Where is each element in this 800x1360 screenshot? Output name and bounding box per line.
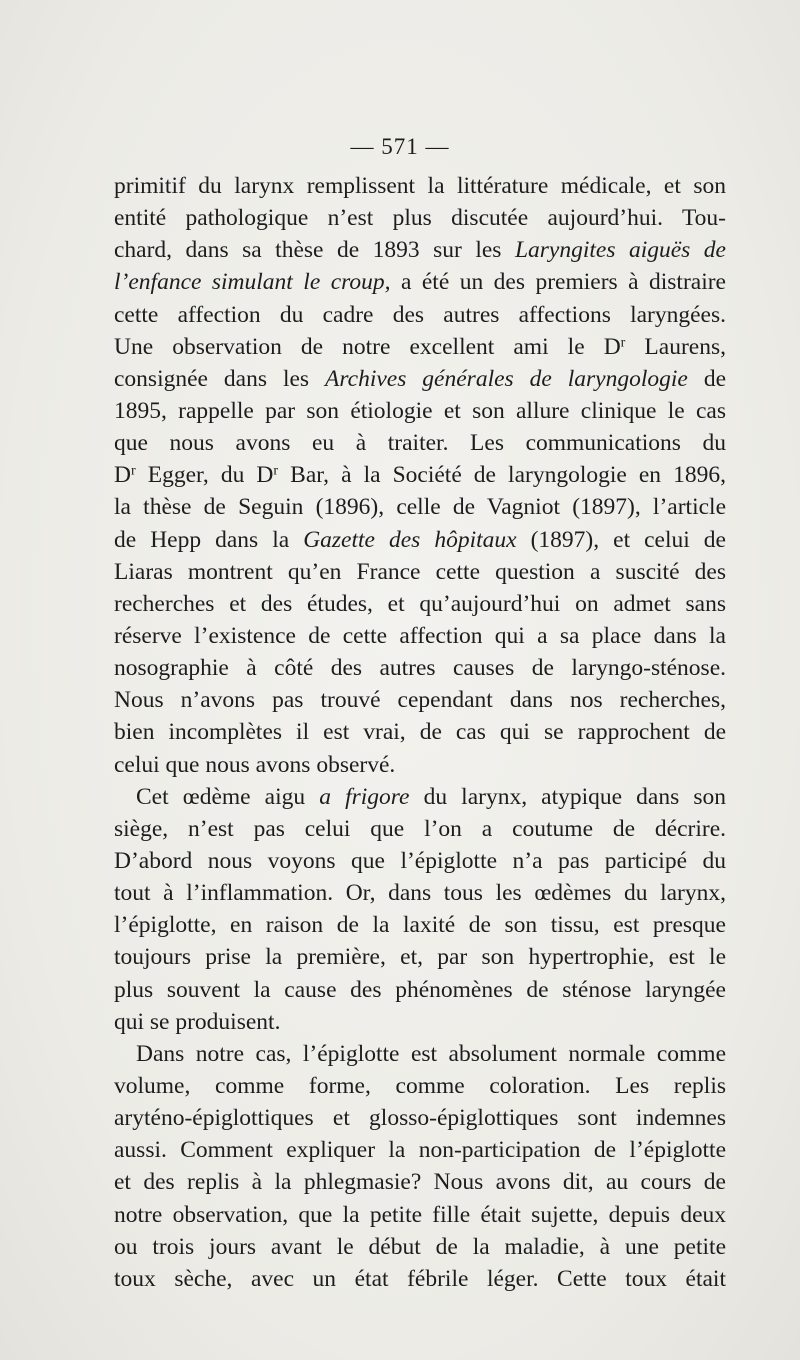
text-run: tout à l’inflammation. Or, dans tous les œdèmes du larynx,: [114, 880, 726, 907]
text-line: [114, 620, 726, 652]
text-line: [114, 266, 726, 298]
text-run: nosographie à côté des autres causes de laryngo-sténose.: [114, 655, 726, 682]
text-line: [114, 299, 726, 331]
text-run: qui se produisent.: [114, 1008, 281, 1035]
paragraph: [114, 170, 726, 781]
text-run: recherches et des études, et qu’aujourd’hui on admet sans: [114, 590, 726, 617]
text-run: que nous avons eu à traiter. Les communications du: [114, 430, 726, 457]
text-run: celui que nous avons observé.: [114, 751, 396, 778]
text-line: [114, 363, 726, 395]
text-line: [114, 1038, 726, 1070]
text-line: [114, 1102, 726, 1134]
text-line: [114, 1134, 726, 1166]
text-run: de Hepp dans la: [114, 526, 304, 553]
text-line: [114, 974, 726, 1006]
text-line: [114, 170, 726, 202]
text-run: Egger, du D: [135, 462, 274, 489]
text-run: Une observation de notre excellent ami le D: [114, 333, 621, 360]
text-run: la thèse de Seguin (1896), celle de Vagniot (1897), l’article: [114, 494, 726, 521]
text-run: D’abord nous voyons que l’épiglotte n’a pas participé du: [114, 847, 726, 874]
text-line: [114, 331, 726, 363]
page-number: — 571 —: [350, 134, 450, 159]
italic-title: Gazette des hôpitaux: [303, 526, 517, 553]
text-run: réserve l’existence de cette affection qui a sa place dans la: [114, 622, 726, 649]
text-line: [114, 909, 726, 941]
text-line: [114, 459, 726, 491]
text-line: [114, 877, 726, 909]
text-run: toujours prise la première, et, par son hypertrophie, est le: [114, 944, 726, 971]
text-run: 1895, rappelle par son étiologie et son allure clinique le cas: [114, 397, 726, 424]
italic-title: Archives générales de laryngologie: [325, 365, 688, 392]
paragraph: [114, 1038, 726, 1295]
paragraph: [114, 781, 726, 1038]
text-run: Bar, à la Société de laryngologie en 1896,: [278, 462, 726, 489]
text-run: D: [114, 462, 131, 489]
text-line: [114, 491, 726, 523]
text-run: Laurens,: [625, 333, 726, 360]
text-run: (1897), et celui de: [516, 526, 726, 553]
text-run: entité pathologique n’est plus discutée aujourd’hui. Tou-: [114, 205, 726, 232]
text-run: bien incomplètes il est vrai, de cas qui se rapprochent de: [114, 719, 726, 746]
text-run: toux sèche, avec un état fébrile léger. Cette toux était: [114, 1265, 726, 1292]
text-line: [114, 813, 726, 845]
text-run: l’épiglotte, en raison de la laxité de son tissu, est presque: [114, 912, 726, 939]
text-run: Liaras montrent qu’en France cette question a suscité des: [114, 558, 726, 585]
text-line: [114, 1263, 726, 1295]
text-run: notre observation, que la petite fille était sujette, depuis deux: [114, 1201, 726, 1228]
text-run: ou trois jours avant le début de la maladie, à une petite: [114, 1233, 726, 1260]
text-line: [114, 234, 726, 266]
superscript: r: [273, 462, 279, 479]
text-run: et des replis à la phlegmasie? Nous avons dit, au cours de: [114, 1169, 726, 1196]
text-line: [114, 524, 726, 556]
text-line: [114, 845, 726, 877]
text-run: cette affection du cadre des autres affections laryngées.: [114, 301, 726, 328]
text-line: [114, 1166, 726, 1198]
text-run: consignée dans les: [114, 365, 326, 392]
text-line: [114, 427, 726, 459]
text-run: siège, n’est pas celui que l’on a coutume de décrire.: [114, 815, 726, 842]
text-run: du larynx, atypique dans son: [409, 783, 726, 810]
italic-title: a frigore: [319, 783, 410, 810]
text-run: Cet œdème aigu: [136, 783, 320, 810]
text-line: [114, 749, 726, 781]
text-run: Dans notre cas, l’épiglotte est absolument normale comme: [136, 1040, 726, 1067]
text-run: volume, comme forme, comme coloration. Les replis: [114, 1072, 726, 1099]
text-line: [114, 652, 726, 684]
text-line: [114, 556, 726, 588]
text-run: de: [687, 365, 726, 392]
text-line: [114, 588, 726, 620]
text-line: [114, 1006, 726, 1038]
text-run: aryténo-épiglottiques et glosso-épiglottiques sont indemnes: [114, 1105, 726, 1132]
text-run: aussi. Comment expliquer la non-participation de l’épiglotte: [114, 1137, 726, 1164]
text-run: a été un des premiers à distraire: [390, 269, 726, 296]
text-line: [114, 941, 726, 973]
text-line: [114, 1199, 726, 1231]
text-line: [114, 395, 726, 427]
superscript: r: [130, 462, 136, 479]
text-run: Nous n’avons pas trouvé cependant dans nos recherches,: [114, 687, 726, 714]
text-line: [114, 716, 726, 748]
body-text: [114, 170, 726, 1295]
text-line: [114, 1231, 726, 1263]
text-line: [114, 781, 726, 813]
text-line: [114, 202, 726, 234]
text-run: plus souvent la cause des phénomènes de sténose laryngée: [114, 976, 726, 1003]
text-line: [114, 684, 726, 716]
italic-title: Laryngites aiguës de: [514, 237, 726, 264]
text-run: chard, dans sa thèse de 1893 sur les: [114, 237, 515, 264]
italic-title: l’enfance simulant le croup,: [114, 269, 391, 296]
text-line: [114, 1070, 726, 1102]
superscript: r: [620, 333, 626, 350]
text-run: primitif du larynx remplissent la littérature médicale, et son: [114, 173, 726, 199]
